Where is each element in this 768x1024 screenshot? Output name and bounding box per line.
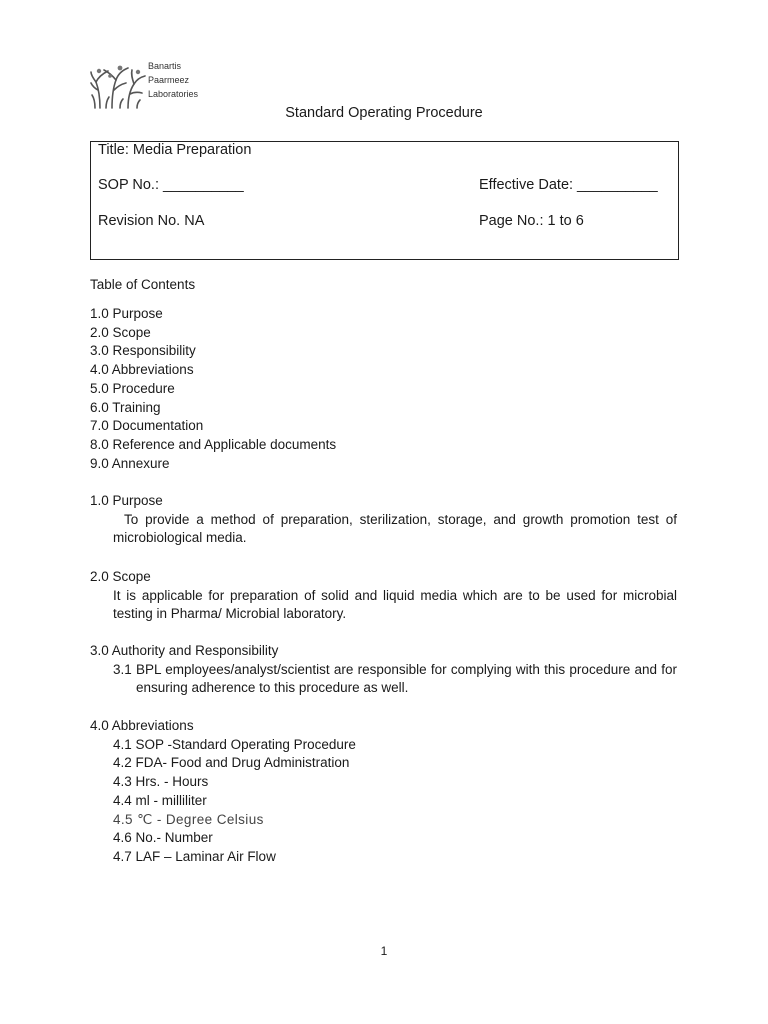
abbreviation-item: 4.2 FDA- Food and Drug Administration bbox=[113, 755, 350, 771]
section-text: 3.1 BPL employees/analyst/scientist are responsible for complying with this procedure and for ensuring adherence to this procedure as well. bbox=[113, 661, 677, 696]
toc-item: 3.0 Responsibility bbox=[90, 343, 196, 359]
logo-line: Banartis bbox=[148, 61, 182, 71]
section-scope bbox=[90, 568, 677, 624]
abbreviation-item: 4.6 No.- Number bbox=[113, 830, 213, 846]
section-heading: 3.0 Authority and Responsibility bbox=[90, 643, 279, 658]
sop-number: SOP No.: __________ bbox=[98, 177, 244, 193]
logo-line: Paarmeez bbox=[148, 75, 190, 85]
page-count: Page No.: 1 to 6 bbox=[479, 213, 584, 229]
toc-item: 5.0 Procedure bbox=[90, 380, 175, 396]
document-heading: Standard Operating Procedure bbox=[285, 105, 483, 121]
abbreviation-item: 4.1 SOP -Standard Operating Procedure bbox=[113, 736, 356, 752]
section-heading: 1.0 Purpose bbox=[90, 493, 163, 508]
sop-title: Title: Media Preparation bbox=[98, 142, 252, 158]
abbreviation-item: 4.7 LAF – Laminar Air Flow bbox=[113, 848, 276, 864]
toc-item: 2.0 Scope bbox=[90, 324, 151, 340]
section-text: To provide a method of preparation, sterilization, storage, and growth promotion test of microbiological media. bbox=[113, 511, 677, 546]
abbreviation-item: 4.3 Hrs. - Hours bbox=[113, 774, 209, 790]
toc-item: 6.0 Training bbox=[90, 399, 161, 415]
toc-item: 8.0 Reference and Applicable documents bbox=[90, 436, 337, 452]
toc-title: Table of Contents bbox=[90, 277, 196, 292]
section-heading: 4.0 Abbreviations bbox=[90, 718, 194, 733]
section-text: It is applicable for preparation of solid and liquid media which are to be used for microbial testing in Pharma/ Microbial laboratory. bbox=[113, 587, 677, 622]
table-of-contents bbox=[90, 305, 336, 473]
section-abbreviations bbox=[90, 717, 677, 867]
abbreviation-item: 4.5 ℃ - Degree Celsius bbox=[113, 811, 264, 827]
page-number: 1 bbox=[380, 944, 388, 958]
section-responsibility bbox=[90, 642, 677, 698]
toc-item: 4.0 Abbreviations bbox=[90, 362, 194, 378]
sop-info-box bbox=[90, 141, 679, 260]
toc-item: 9.0 Annexure bbox=[90, 455, 170, 471]
section-purpose bbox=[90, 492, 677, 548]
toc-item: 7.0 Documentation bbox=[90, 418, 204, 434]
effective-date: Effective Date: __________ bbox=[479, 177, 658, 193]
section-heading: 2.0 Scope bbox=[90, 569, 151, 584]
logo-line: Laboratories bbox=[148, 89, 199, 99]
abbreviation-item: 4.4 ml - milliliter bbox=[113, 792, 207, 808]
logo-text bbox=[148, 59, 198, 101]
toc-item: 1.0 Purpose bbox=[90, 306, 163, 321]
revision-number: Revision No. NA bbox=[98, 213, 205, 229]
